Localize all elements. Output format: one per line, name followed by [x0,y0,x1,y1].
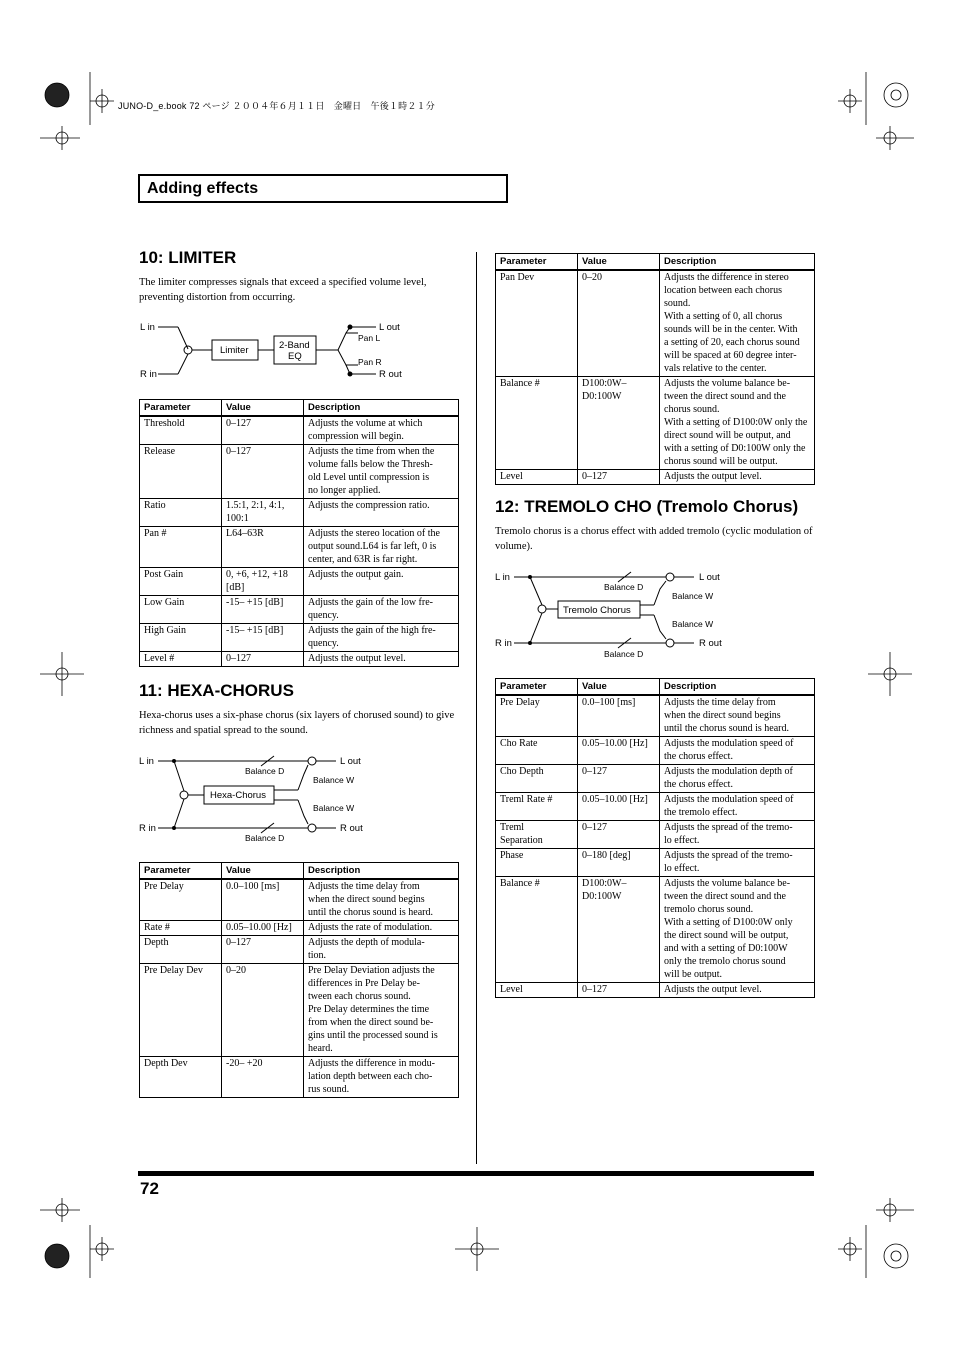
hexa-balance-w-bottom: Balance W [313,803,355,813]
table-row [496,877,815,983]
param-name: Pre Delay Dev [140,964,222,1057]
pan-l-label: Pan L [358,333,381,343]
param-name: Pan # [140,527,222,568]
page-number: 72 [140,1179,159,1198]
param-description: Adjusts the gain of the high fre- quency. [304,624,459,652]
tremolo-balance-d-bottom: Balance D [604,649,644,659]
param-value: 0–127 [578,470,660,485]
param-value: 0.0–100 [ms] [222,879,304,921]
table-row [140,879,459,921]
param-description: Adjusts the volume at which compression will begin. [304,416,459,445]
param-name: Cho Depth [496,765,578,793]
param-name: Treml Separation [496,821,578,849]
col-parameter: Parameter [140,863,222,880]
param-description: Adjusts the spread of the tremo- lo effect. [660,821,815,849]
col-description: Description [660,679,815,696]
param-name: Cho Rate [496,737,578,765]
section-title: Adding effects [147,180,259,197]
param-name: Post Gain [140,568,222,596]
param-value: D100:0W– D0:100W [578,877,660,983]
param-name: Ratio [140,499,222,527]
col-parameter: Parameter [496,679,578,696]
table-row [140,527,459,568]
table-row [140,416,459,445]
param-value: 0–127 [222,416,304,445]
hexa-r-in: R in [139,823,156,834]
param-value: 0–127 [222,652,304,667]
param-name: High Gain [140,624,222,652]
param-description: Adjusts the difference in modu- lation depth between each cho- rus sound. [304,1057,459,1098]
param-name: Pan Dev [496,270,578,377]
param-description: Adjusts the depth of modula- tion. [304,936,459,964]
param-name: Balance # [496,377,578,470]
param-value: 0, +6, +12, +18 [dB] [222,568,304,596]
tremolo-balance-w-bottom: Balance W [672,619,714,629]
file-info: JUNO-D_e.book 72 ページ ２００４年６月１１日 金曜日 午後１時２１分 [118,101,435,111]
table-row [140,624,459,652]
param-value: 0–127 [222,445,304,499]
limiter-l-out: L out [379,322,400,333]
col-value: Value [222,400,304,417]
param-description: Adjusts the volume balance be- tween the direct sound and the chorus sound. With a setting of D100:0W only the direct sound will be output, and with a setting of D0:100W only the chorus sound will be output. [660,377,815,470]
param-description: Adjusts the time delay from when the direct sound begins until the chorus sound is heard. [304,879,459,921]
table-row [496,983,815,998]
param-description: Adjusts the modulation speed of the chorus effect. [660,737,815,765]
eq-block-line1: 2-Band [279,340,310,351]
param-description: Adjusts the modulation depth of the chorus effect. [660,765,815,793]
param-description: Adjusts the output level. [660,983,815,998]
param-value: -20– +20 [222,1057,304,1098]
tremolo-intro: Tremolo chorus is a chorus effect with added tremolo (cyclic modulation of volume). [495,526,813,552]
hexa-l-out: L out [340,756,361,767]
param-value: 0.0–100 [ms] [578,695,660,737]
param-name: Threshold [140,416,222,445]
table-row [496,737,815,765]
param-value: -15– +15 [dB] [222,624,304,652]
param-name: Depth [140,936,222,964]
hexa-title: 11: HEXA-CHORUS [139,681,294,700]
footer-rule [138,1171,814,1176]
param-description: Adjusts the volume balance be- tween the direct sound and the tremolo chorus sound. With a setting of D100:0W only the direct sound will be output, and with a setting of D0:100W only the tremolo chorus sound will be output. [660,877,815,983]
param-name: Low Gain [140,596,222,624]
param-value: 0–127 [578,983,660,998]
hexa-intro: Hexa-chorus uses a six-phase chorus (six layers of chorused sound) to give richness and spatial spread to the sound. [139,710,455,736]
param-description: Adjusts the time from when the volume falls below the Thresh- old Level until compression is no longer applied. [304,445,459,499]
param-description: Adjusts the output level. [660,470,815,485]
param-value: 0–127 [222,936,304,964]
param-description: Adjusts the rate of modulation. [304,921,459,936]
param-value: 0–20 [222,964,304,1057]
param-name: Depth Dev [140,1057,222,1098]
tremolo-param-table [495,678,815,998]
eq-block-line2: EQ [288,351,302,362]
param-name: Release [140,445,222,499]
param-name: Phase [496,849,578,877]
limiter-param-table [139,399,459,667]
param-description: Adjusts the spread of the tremo- lo effect. [660,849,815,877]
tremolo-block: Tremolo Chorus [563,605,631,616]
hexa-r-out: R out [340,823,363,834]
tremolo-diagram [494,567,794,663]
hexa-balance-d-bottom: Balance D [245,833,285,843]
hexa-l-in: L in [139,756,154,767]
param-value: -15– +15 [dB] [222,596,304,624]
table-row [496,470,815,485]
col-description: Description [304,863,459,880]
tremolo-r-in: R in [495,638,512,649]
param-description: Adjusts the gain of the low fre- quency. [304,596,459,624]
column-divider [476,252,477,1164]
param-name: Level # [140,652,222,667]
param-value: D100:0W– D0:100W [578,377,660,470]
limiter-diagram [138,318,438,384]
hexa-cont-param-table [495,253,815,485]
limiter-r-in: R in [140,369,157,380]
table-row [496,270,815,377]
table-row [140,936,459,964]
hexa-param-table [139,862,459,1098]
limiter-l-in: L in [140,322,155,333]
col-value: Value [578,679,660,696]
col-description: Description [304,400,459,417]
tremolo-r-out: R out [699,638,722,649]
param-name: Pre Delay [496,695,578,737]
col-parameter: Parameter [496,254,578,271]
param-value: 0–127 [578,821,660,849]
table-row [496,793,815,821]
table-row [140,1057,459,1098]
hexa-balance-w-top: Balance W [313,775,355,785]
table-row [140,964,459,1057]
limiter-r-out: R out [379,369,402,380]
param-name: Rate # [140,921,222,936]
table-row [140,652,459,667]
hexa-diagram [138,750,438,846]
table-row [140,921,459,936]
limiter-intro: The limiter compresses signals that exceed a specified volume level, preventing distortion from occurring. [139,277,427,303]
pan-r-label: Pan R [358,357,382,367]
param-name: Pre Delay [140,879,222,921]
param-name: Level [496,983,578,998]
col-value: Value [578,254,660,271]
param-value: 0–180 [deg] [578,849,660,877]
table-row [496,849,815,877]
param-value: 0.05–10.00 [Hz] [578,737,660,765]
tremolo-balance-w-top: Balance W [672,591,714,601]
param-value: 0–20 [578,270,660,377]
param-name: Treml Rate # [496,793,578,821]
table-row [140,568,459,596]
col-value: Value [222,863,304,880]
table-row [496,695,815,737]
param-description: Adjusts the modulation speed of the tremolo effect. [660,793,815,821]
param-description: Adjusts the compression ratio. [304,499,459,527]
section-header [138,174,508,203]
param-value: 0.05–10.00 [Hz] [578,793,660,821]
param-value: 0–127 [578,765,660,793]
tremolo-l-in: L in [495,572,510,583]
table-row [140,445,459,499]
table-row [496,377,815,470]
param-description: Adjusts the difference in stereo location between each chorus sound. With a setting of 0, all chorus sounds will be in the center. With a setting of 20, each chorus sound will be spaced at 60 degree inter- vals relative to the center. [660,270,815,377]
table-row [140,596,459,624]
param-value: 1.5:1, 2:1, 4:1, 100:1 [222,499,304,527]
hexa-block: Hexa-Chorus [210,790,266,801]
param-description: Adjusts the stereo location of the output sound.L64 is far left, 0 is center, and 63R is far right. [304,527,459,568]
param-description: Pre Delay Deviation adjusts the differences in Pre Delay be- tween each chorus sound. Pre Delay determines the time from when the direct sound be- gins until the processed sound is heard. [304,964,459,1057]
param-value: 0.05–10.00 [Hz] [222,921,304,936]
col-description: Description [660,254,815,271]
table-row [496,821,815,849]
table-row [140,499,459,527]
param-description: Adjusts the output gain. [304,568,459,596]
param-description: Adjusts the time delay from when the direct sound begins until the chorus sound is heard. [660,695,815,737]
hexa-balance-d-top: Balance D [245,766,285,776]
param-description: Adjusts the output level. [304,652,459,667]
limiter-title: 10: LIMITER [139,248,237,267]
param-value: L64–63R [222,527,304,568]
col-parameter: Parameter [140,400,222,417]
table-row [496,765,815,793]
tremolo-l-out: L out [699,572,720,583]
tremolo-balance-d-top: Balance D [604,582,644,592]
tremolo-title: 12: TREMOLO CHO (Tremolo Chorus) [495,497,799,516]
param-name: Balance # [496,877,578,983]
param-name: Level [496,470,578,485]
limiter-block: Limiter [220,345,249,356]
